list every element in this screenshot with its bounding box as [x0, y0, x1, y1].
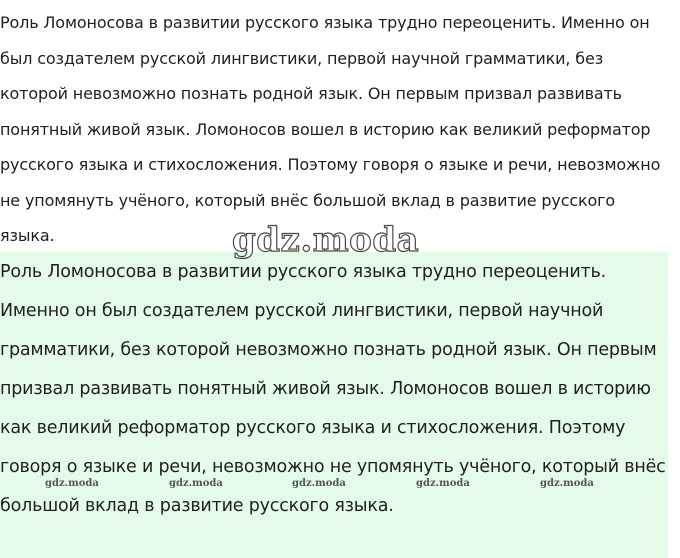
text-line: Роль Ломоносова в развитии русского языка трудно переоценить.	[0, 262, 606, 282]
watermark-logo: gdz.moda	[232, 220, 420, 260]
watermark-small: gdz.moda	[540, 478, 594, 489]
watermark-row	[0, 478, 680, 494]
text-line: был создателем русской лингвистики, первой научной грамматики, без	[0, 48, 604, 68]
text-line: понятный живой язык. Ломоносов вошел в историю как великий реформатор	[0, 119, 651, 139]
text-line: грамматики, без которой невозможно познать родной язык. Он первым	[0, 340, 657, 360]
watermark-small: gdz.moda	[169, 478, 223, 489]
text-line: говоря о языке и речи, невозможно не упомянуть учёного, который внёс	[0, 457, 666, 477]
text-line: не упомянуть учёного, который внёс большой вклад в развитие русского	[0, 190, 616, 210]
original-text-block	[0, 0, 680, 252]
watermark-small: gdz.moda	[45, 478, 99, 489]
text-line: Роль Ломоносова в развитии русского языка трудно переоценить. Именно он	[0, 13, 650, 32]
text-line: как великий реформатор русского языка и стихосложения. Поэтому	[0, 418, 626, 438]
watermark-small: gdz.moda	[416, 478, 470, 489]
text-line: которой невозможно познать родной язык. Он первым призвал развивать	[0, 84, 622, 103]
text-line: большой вклад в развитие русского языка.	[0, 496, 394, 516]
text-line: языка.	[0, 226, 55, 245]
text-line: русского языка и стихосложения. Поэтому говоря о языке и речи, невозможно	[0, 155, 661, 174]
answer-text-block	[0, 252, 668, 558]
original-paragraph	[0, 5, 680, 254]
text-line: призвал развивать понятный живой язык. Ломоносов вошел в историю	[0, 379, 651, 399]
text-line: Именно он был создателем русской лингвистики, первой научной	[0, 301, 604, 321]
watermark-small: gdz.moda	[292, 478, 346, 489]
